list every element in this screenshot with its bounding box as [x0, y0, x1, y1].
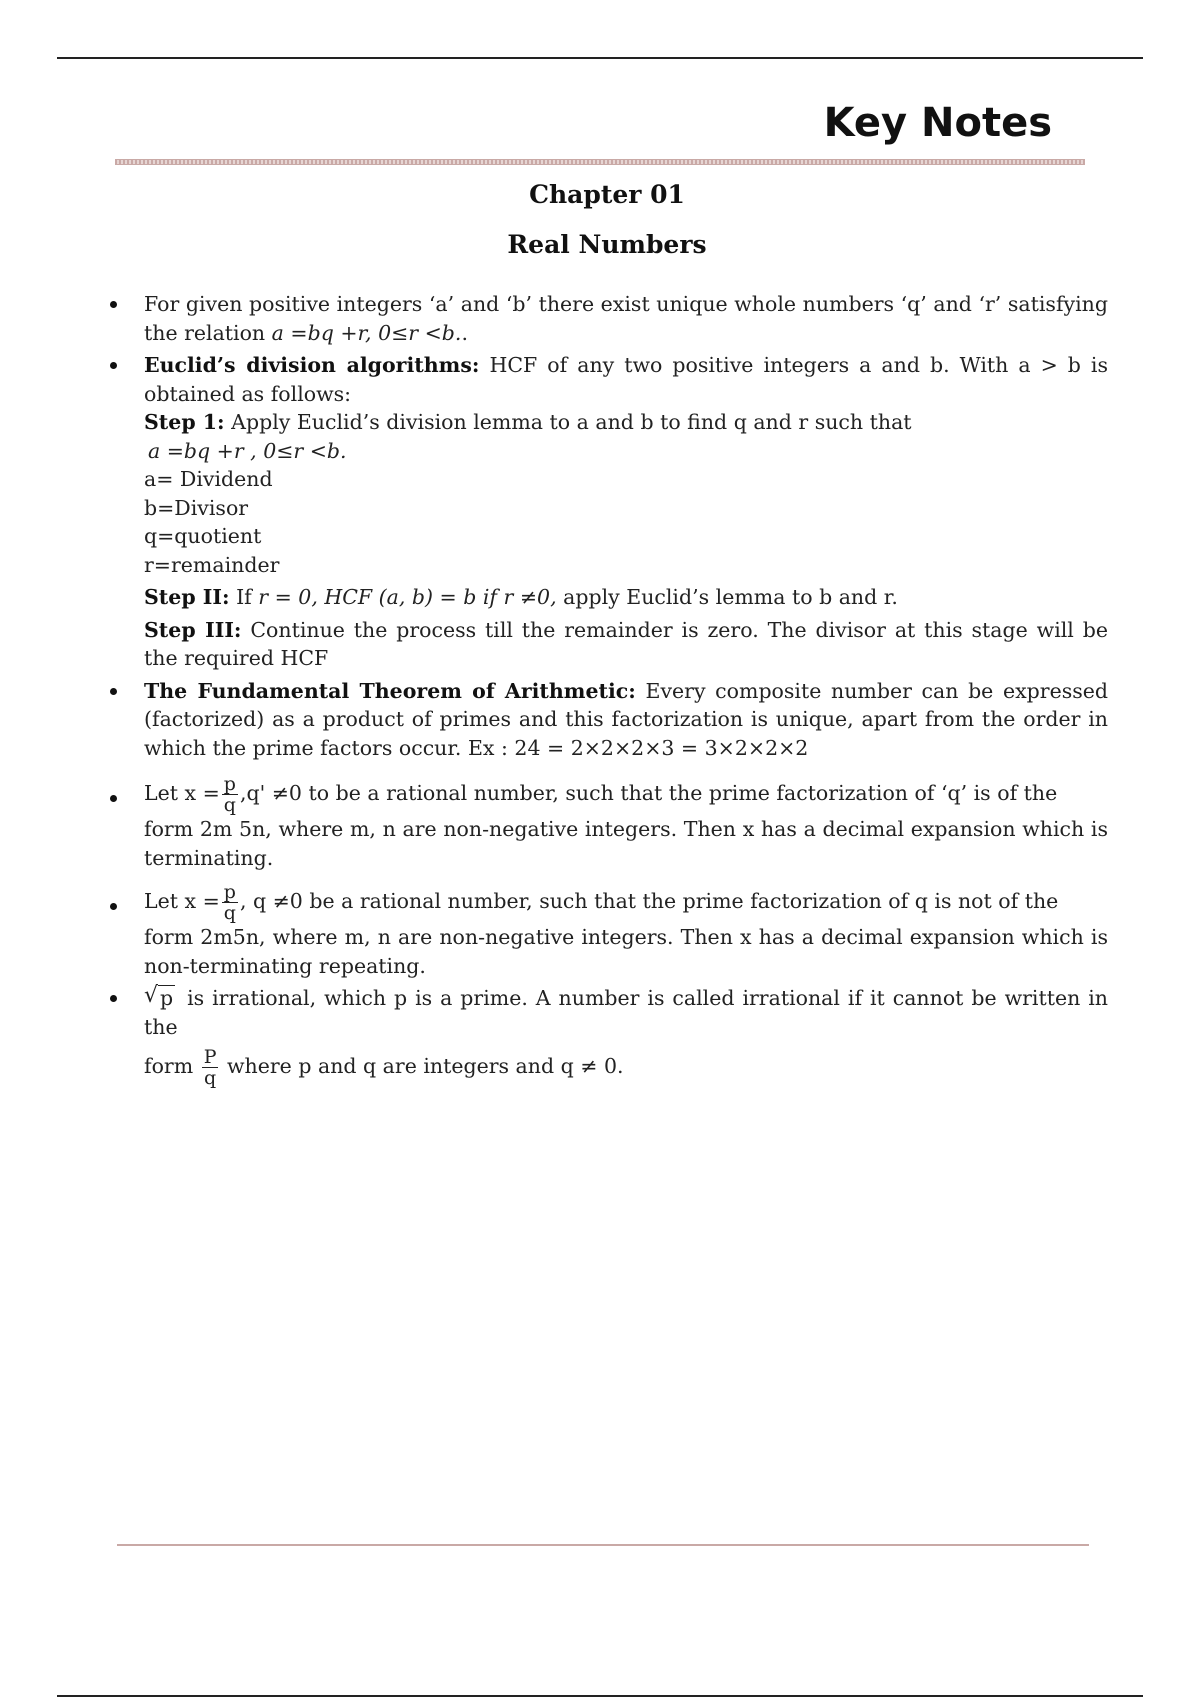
item-math: ,q' ≠0 [239, 781, 302, 805]
item-text: form 2m5n, where m, n are non-negative integers. Then x has a decimal expansion which is non-terminating repeating. [144, 925, 1108, 978]
step-label: Step II: [144, 585, 230, 609]
footer-rule [117, 1544, 1089, 1546]
step-label: Step III: [144, 617, 242, 642]
bullet-icon [110, 903, 117, 910]
item-text: is irrational, which p is a prime. A number is called irrational if it cannot be written in the [144, 986, 1108, 1039]
item-heading: Euclid’s division algorithms: [144, 353, 480, 377]
fraction [202, 1047, 219, 1088]
item-math: a =bq +r, 0≤r <b. [271, 320, 462, 345]
fraction [222, 882, 238, 923]
definition-line: a= Dividend [144, 467, 273, 491]
step-math: r = 0, HCF (a, b) = b if r ≠0, [258, 585, 557, 609]
fraction-denominator: q [223, 902, 236, 924]
item-text: . [461, 320, 468, 345]
square-root: √ p [144, 983, 174, 1010]
list-item [100, 774, 1108, 872]
radicand: p [160, 986, 174, 1010]
step-text: Continue the process till the remainder is zero. The divisor at this stage will be the required HCF [144, 617, 1108, 670]
item-text: be a rational number, such that the prime factorization of q is not of the [302, 889, 1059, 913]
notes-list [100, 290, 1108, 1092]
list-item [100, 984, 1108, 1088]
fraction-denominator: q [204, 1067, 217, 1089]
definition-line: q=quotient [144, 524, 262, 548]
bullet-icon [110, 995, 117, 1002]
bullet-icon [110, 362, 117, 369]
item-math: , q ≠0 [239, 889, 303, 913]
step-text: apply Euclid’s lemma to b and r. [556, 585, 898, 609]
title-underline [115, 159, 1085, 165]
list-item [100, 677, 1108, 763]
top-rule [57, 57, 1143, 59]
step-text: Apply Euclid’s division lemma to a and b to find q and r such that [224, 410, 912, 434]
list-item [100, 290, 1108, 347]
item-text: Every composite number can be expressed (factorized) as a product of primes and this factorization is unique, apart from the order in which the prime factors occur. Ex : [144, 678, 1108, 760]
item-text: Let x = [144, 889, 220, 913]
page-header-title: Key Notes [823, 100, 1052, 146]
item-text: For given positive integers ‘a’ and ‘b’ there exist unique whole numbers ‘q’ and ‘r’ satisfying the relation [144, 292, 1108, 345]
item-text: where p and q are integers and q ≠ 0. [220, 1054, 624, 1078]
bullet-icon [110, 301, 117, 308]
fraction [222, 774, 238, 815]
definition-line: b=Divisor [144, 495, 249, 520]
fraction-denominator: q [223, 794, 236, 816]
item-text: HCF of any two positive integers a and b. With a > b is obtained as follows: [144, 353, 1108, 406]
step-math: a =bq +r , 0≤r <b. [148, 438, 347, 463]
list-item [100, 882, 1108, 980]
list-item [100, 351, 1108, 673]
item-text: form 2m 5n, where m, n are non-negative integers. Then x has a decimal expansion which is terminating. [144, 817, 1108, 870]
item-text: Let x = [144, 781, 220, 805]
chapter-label: Chapter 01 [529, 180, 685, 209]
item-example: 24 = 2×2×2×3 = 3×2×2×2 [514, 735, 809, 760]
chapter-subject: Real Numbers [507, 230, 707, 259]
bottom-rule [57, 1695, 1143, 1697]
fraction-numerator: p [223, 881, 236, 903]
item-text: form [144, 1054, 200, 1078]
item-text: to be a rational number, such that the prime factorization of ‘q’ is of the [301, 781, 1058, 805]
item-heading: The Fundamental Theorem of Arithmetic: [144, 678, 636, 703]
bullet-icon [110, 795, 117, 802]
fraction-numerator: P [203, 1046, 217, 1068]
fraction-numerator: p [223, 773, 236, 795]
definition-line: r=remainder [144, 552, 280, 577]
bullet-icon [110, 688, 117, 695]
step-text: If [229, 585, 259, 609]
step-label: Step 1: [144, 410, 225, 434]
